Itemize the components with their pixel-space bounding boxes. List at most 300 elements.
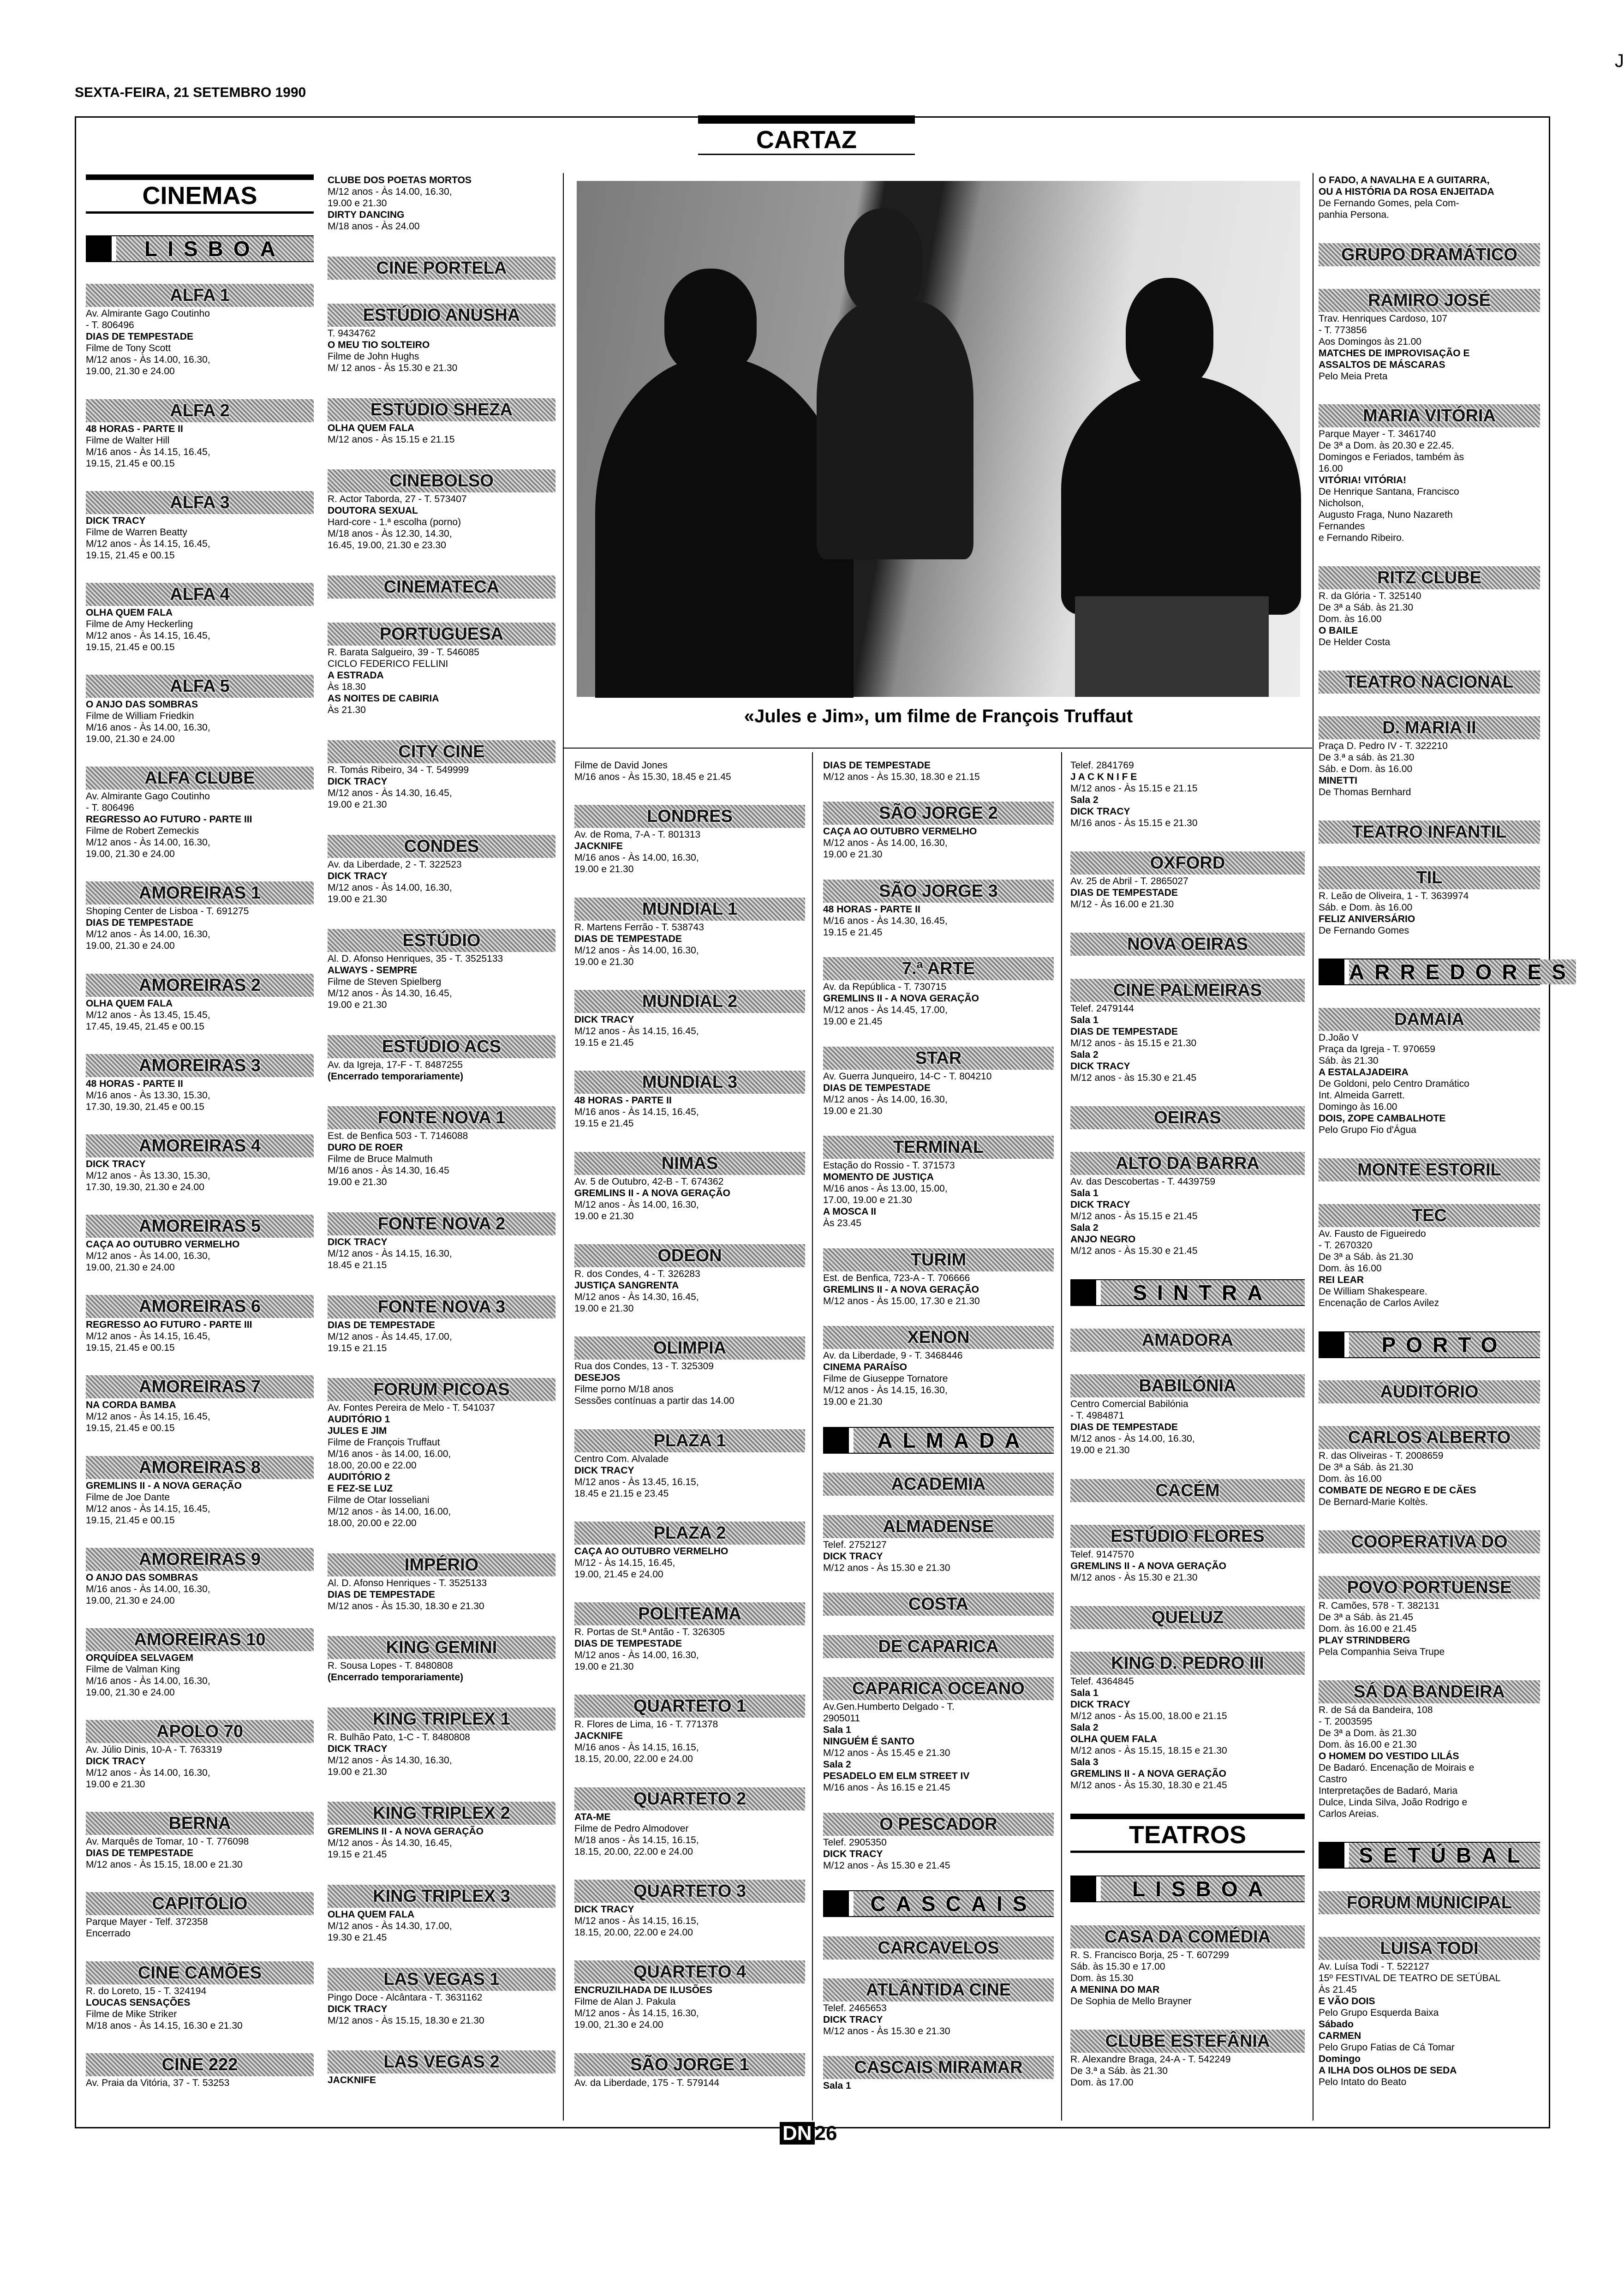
venue-name: DE CAPARICA	[823, 1635, 1054, 1658]
region-square	[823, 1427, 849, 1454]
photo-jules-et-jim	[577, 181, 1300, 697]
region-square	[823, 1890, 849, 1917]
listing-detail: Pelo Meia Preta	[1319, 371, 1388, 382]
venue-name: ESTÚDIO	[328, 929, 555, 952]
listing-title: 48 HORAS - PARTE II	[823, 904, 920, 915]
listing-detail: M/12 anos - Às 14.00, 16.30,	[574, 1650, 699, 1661]
venue-grupo-dramatico	[1319, 243, 1540, 266]
listing-title: DIAS DE TEMPESTADE	[86, 1848, 193, 1859]
venue-name: LAS VEGAS 2	[328, 2050, 555, 2073]
listing-detail: M/18 anos - Às 24.00	[328, 221, 420, 232]
listing-detail: M/16 anos - às 14.00, 16.00,	[328, 1449, 451, 1460]
venue-name: AMADORA	[1070, 1329, 1305, 1352]
venue-teatro-infantil	[1319, 821, 1540, 844]
listing-title: DICK TRACY	[328, 1743, 388, 1754]
listing-detail: Filme de Tony Scott	[86, 343, 171, 354]
listing-detail: Às 21.45	[1319, 1984, 1357, 1995]
venue-portuguesa	[328, 623, 555, 716]
region-square	[1319, 1842, 1344, 1869]
venue-name: OXFORD	[1070, 851, 1305, 875]
listing-detail: M/16 anos - Às 14.15, 16.15,	[574, 1742, 699, 1753]
listing-title: O MEU TIO SOLTEIRO	[328, 340, 430, 351]
venue-amadora	[1070, 1329, 1305, 1352]
listing-title: DICK TRACY	[86, 1158, 146, 1169]
listing-detail: 18.45 e 21.15 e 23.45	[574, 1488, 669, 1499]
listing-title: DICK TRACY	[823, 1848, 883, 1859]
listing-detail: Sáb. às 21.30	[1319, 1055, 1379, 1067]
region-name: SETÚBAL	[1349, 1843, 1540, 1868]
listing-title: CAÇA AO OUTUBRO VERMELHO	[823, 826, 977, 837]
venue-name: ALFA 1	[86, 284, 314, 307]
venue-name: CINE PALMEIRAS	[1070, 979, 1305, 1002]
venue-luisa-todi	[1319, 1937, 1540, 2088]
listing-detail: - T. 2003595	[1319, 1716, 1373, 1727]
listing-detail: 19.15, 21.45 e 00.15	[86, 1423, 175, 1434]
venue-name: BABILÓNIA	[1070, 1374, 1305, 1397]
venue-quarteto-3	[574, 1880, 805, 1938]
listing-detail: - T. 773856	[1319, 324, 1367, 336]
venue-cine-camoes	[86, 1961, 314, 2031]
listing-detail: Al. D. Afonso Henriques, 35 - T. 3525133	[328, 953, 503, 965]
listing-detail: De William Shakespeare.	[1319, 1286, 1427, 1297]
venue-amoreiras-8	[86, 1456, 314, 1526]
venue-name: PLAZA 1	[574, 1429, 805, 1452]
venue-name: LUISA TODI	[1319, 1937, 1540, 1960]
listing-detail: Pelo Grupo Esquerda Baixa	[1319, 2007, 1439, 2019]
listing-detail: 19.00 e 21.30	[823, 1105, 883, 1116]
listing-detail: M/12 anos - às 14.00, 16.00,	[328, 1506, 451, 1517]
listing-detail: De Goldoni, pelo Centro Dramático	[1319, 1079, 1469, 1090]
issue-date: SEXTA-FEIRA, 21 SETEMBRO 1990	[75, 85, 306, 100]
listing-detail: Filme de Pedro Almodover	[574, 1823, 689, 1834]
venue-name: CINE PORTELA	[328, 257, 555, 280]
venue-alfa-clube	[86, 767, 314, 860]
listing-title: AS NOITES DE CABIRIA	[328, 693, 439, 704]
listing-title: Sala 2	[1070, 1722, 1099, 1733]
listing-detail: Dom. às 16.00	[1319, 614, 1382, 625]
listing-detail: Filme de Mike Striker	[86, 2008, 177, 2019]
venue-name: ESTÚDIO ANUSHA	[328, 304, 555, 327]
listing-detail: M/12 anos - Às 14.30, 17.00,	[328, 1920, 452, 1931]
venue-name: QUARTETO 1	[574, 1695, 805, 1718]
listing-detail: 19.00 e 21.30	[86, 1779, 145, 1790]
venue-teatro-nacional	[1319, 671, 1540, 694]
listing-detail: M/12 - Às 14.15, 16.45,	[574, 1557, 675, 1568]
listing-title: DICK TRACY	[1070, 1699, 1130, 1710]
silhouette-body-center	[817, 301, 973, 559]
listing-detail: Av. da Liberdade, 9 - T. 3468446	[823, 1350, 963, 1361]
listing-detail: R. de Sá da Bandeira, 108	[1319, 1704, 1433, 1715]
listing-detail: 19.00, 21.45 e 24.00	[574, 1569, 663, 1580]
listing-detail: 19.00, 21.30 e 24.00	[86, 1595, 175, 1606]
listing-detail: M/16 anos - Às 15.15 e 21.30	[1070, 818, 1198, 828]
listing-detail: Castro	[1319, 1774, 1347, 1785]
listing-detail: Filme de Bruce Malmuth	[328, 1154, 433, 1165]
venue-name: XENON	[823, 1326, 1054, 1349]
venue-amoreiras-7	[86, 1375, 314, 1434]
listing-detail: M/12 anos - Às 14.00, 16.30,	[574, 1199, 699, 1210]
listing-title: Sala 1	[823, 1725, 851, 1736]
venue-7-arte	[823, 957, 1054, 1027]
venue-mundial-2	[574, 990, 805, 1049]
listing-detail: 19.15 e 21.45	[328, 1849, 387, 1860]
listing-detail: Encenação de Carlos Avilez	[1319, 1297, 1439, 1308]
listing-detail: Telef. 2465653	[823, 2002, 887, 2013]
venue-babilonia	[1070, 1374, 1305, 1456]
listing-detail: 18.00, 20.00 e 22.00	[328, 1518, 417, 1529]
listing-detail: M/12 anos - Às 14.30, 16.45,	[328, 1838, 452, 1849]
venue-alfa-2	[86, 399, 314, 469]
listing-detail: M/12 anos - Às 15.30 e 21.30	[1070, 1572, 1198, 1583]
listing-detail: M/12 anos - Às 14.15, 16.30,	[574, 2008, 699, 2019]
listing-detail: 19.00 e 21.30	[328, 1000, 387, 1011]
listing-detail: Av. Almirante Gago Coutinho	[86, 308, 210, 319]
listing-detail: 19.00, 21.30 e 24.00	[86, 1262, 175, 1273]
listing-title: DIAS DE TEMPESTADE	[86, 331, 193, 342]
listing-title: 48 HORAS - PARTE II	[574, 1095, 672, 1106]
listing-detail: Filme de Walter Hill	[86, 435, 170, 446]
listing-detail: 19.00, 21.30 e 24.00	[574, 2019, 663, 2031]
listing-detail: 19.00 e 21.30	[328, 1177, 387, 1188]
venue-name: CINEBOLSO	[328, 469, 555, 492]
venue-name: FORUM MUNICIPAL	[1319, 1891, 1540, 1914]
listing-title: O ANJO DAS SOMBRAS	[86, 1572, 198, 1583]
listing-title: DIAS DE TEMPESTADE	[574, 1638, 682, 1649]
region-header-porto	[1319, 1331, 1540, 1358]
listing-detail: 19.30 e 21.45	[328, 1932, 387, 1943]
listing-detail: Filme de Otar Iosseliani	[328, 1495, 430, 1506]
listing-detail: De Helder Costa	[1319, 637, 1391, 648]
listing-detail: 19.15 e 21.45	[823, 927, 883, 938]
listing-title: CLUBE DOS POETAS MORTOS	[328, 175, 472, 186]
venue-name: ALFA CLUBE	[86, 767, 314, 790]
venue-estudio-acs	[328, 1035, 555, 1082]
region-header-almada	[823, 1427, 1054, 1454]
venue-amoreiras-3	[86, 1054, 314, 1113]
edge-mark: J	[1615, 51, 1624, 71]
venue-continued	[823, 760, 1054, 783]
venue-quarteto-2	[574, 1787, 805, 1858]
venue-name: ESTÚDIO FLORES	[1070, 1525, 1305, 1548]
listing-detail: 17.00, 19.00 e 21.30	[823, 1195, 912, 1206]
listing-detail: e Fernando Ribeiro.	[1319, 533, 1404, 544]
listing-detail: 19.00 e 21.30	[574, 1210, 634, 1222]
listing-detail: Sáb. e Dom. às 16.00	[1319, 902, 1413, 913]
listing-detail: R. Portas de St.ª Antão - T. 326305	[574, 1627, 725, 1638]
venue-name: OLIMPIA	[574, 1336, 805, 1360]
venue-name: STAR	[823, 1047, 1054, 1070]
listing-detail: Filme de Amy Heckerling	[86, 618, 193, 629]
venue-imperio	[328, 1553, 555, 1612]
venue-name: FONTE NOVA 3	[328, 1295, 555, 1318]
listing-title: OLHA QUEM FALA	[328, 422, 415, 433]
listing-title: FELIZ ANIVERSÁRIO	[1319, 913, 1415, 924]
listing-detail: Av. da República - T. 730715	[823, 982, 947, 993]
listing-detail: M/12 anos - Às 15.15 e 21.15	[1070, 783, 1198, 794]
listing-detail: De Badaró. Encenação de Moirais e	[1319, 1762, 1475, 1773]
region-square	[1319, 1331, 1344, 1358]
listing-detail: M/12 anos - Às 15.15 e 21.45	[1070, 1210, 1198, 1222]
listing-detail: M/16 anos - Às 13.30, 15.30,	[86, 1090, 210, 1101]
venue-sa-da-bandeira	[1319, 1680, 1540, 1820]
venue-fonte-nova-2	[328, 1212, 555, 1271]
venue-name: KING TRIPLEX 2	[328, 1802, 555, 1825]
listing-title: DIAS DE TEMPESTADE	[328, 1319, 435, 1330]
venue-name: POVO PORTUENSE	[1319, 1576, 1540, 1599]
venue-apolo-70	[86, 1720, 314, 1790]
venue-king-triplex-2	[328, 1802, 555, 1860]
listing-title: GREMLINS II - A NOVA GERAÇÃO	[1070, 1560, 1226, 1571]
listing-detail: 19.00, 21.30 e 24.00	[86, 941, 175, 952]
listing-title: Sala 2	[1070, 1049, 1099, 1060]
listing-detail: M/12 anos - Às 15.30, 18.30 e 21.15	[823, 772, 980, 782]
listing-title: A ESTALAJADEIRA	[1319, 1067, 1409, 1078]
listing-title: A MENINA DO MAR	[1070, 1984, 1160, 1995]
listing-detail: R. S. Francisco Borja, 25 - T. 607299	[1070, 1949, 1229, 1960]
listing-detail: 18.15, 20.00, 22.00 e 24.00	[574, 1754, 693, 1765]
listing-detail: Sáb. às 15.30 e 17.00	[1070, 1961, 1165, 1972]
venue-costa	[823, 1593, 1054, 1616]
listing-detail: M/12 anos - Às 14.15, 16.45,	[86, 630, 210, 641]
listing-detail: M/12 anos - Às 14.15, 16.45,	[86, 1503, 210, 1514]
venue-til	[1319, 866, 1540, 936]
cartaz-title: CARTAZ	[698, 126, 915, 155]
listing-detail: 18.15, 20.00, 22.00 e 24.00	[574, 1846, 693, 1857]
venue-xenon	[823, 1326, 1054, 1408]
venue-condes	[328, 835, 555, 905]
listing-detail: 16.00	[1319, 463, 1343, 474]
listing-title: MATCHES DE IMPROVISAÇÃO E	[1319, 348, 1470, 359]
venue-name: AMOREIRAS 8	[86, 1456, 314, 1479]
venue-povo-portuense	[1319, 1576, 1540, 1658]
region-name: SINTRA	[1101, 1280, 1305, 1305]
listing-title: JACKNIFE	[574, 1731, 623, 1742]
listing-title: JULES E JIM	[328, 1426, 387, 1437]
listing-detail: 18.00, 20.00 e 22.00	[328, 1460, 417, 1471]
venue-forum-municipal	[1319, 1891, 1540, 1914]
venue-amoreiras-9	[86, 1548, 314, 1606]
listing-detail: Av. Praia da Vitória, 37 - T. 53253	[86, 2077, 230, 2088]
listing-detail: M/12 anos - Às 14.45, 17.00,	[328, 1331, 452, 1342]
venue-cooperativa-do	[1319, 1530, 1540, 1553]
listing-detail: Parque Mayer - T. 3461740	[1319, 429, 1436, 440]
listing-detail: R. Actor Taborda, 27 - T. 573407	[328, 494, 467, 505]
listing-detail: Av. 25 de Abril - T. 2865027	[1070, 876, 1188, 887]
listing-detail: 19.00 e 21.30	[328, 799, 387, 810]
listing-title: OLHA QUEM FALA	[328, 1909, 415, 1920]
listing-detail: M/12 anos - Às 14.15, 16.30,	[823, 1385, 948, 1396]
listing-detail: M/12 anos - Às 15.15, 18.15 e 21.30	[1070, 1745, 1227, 1756]
venue-name: BERNA	[86, 1812, 314, 1835]
listing-title: GREMLINS II - A NOVA GERAÇÃO	[823, 1284, 979, 1295]
listing-title: MINETTI	[1319, 775, 1357, 786]
venue-name: CAPITÓLIO	[86, 1892, 314, 1915]
listing-title: AUDITÓRIO 1	[328, 1414, 390, 1425]
venue-amoreiras-2	[86, 974, 314, 1032]
venue-academia	[823, 1473, 1054, 1496]
listing-detail: 19.00 e 21.30	[574, 956, 634, 967]
venue-name: ALFA 5	[86, 675, 314, 698]
listing-detail: T. 9434762	[328, 328, 376, 339]
listing-title: DICK TRACY	[574, 1014, 634, 1025]
listing-detail: De Fernando Gomes, pela Com-	[1319, 198, 1459, 209]
venue-city-cine	[328, 740, 555, 810]
venue-name: CINEMATECA	[328, 575, 555, 599]
listing-title: DICK TRACY	[328, 2003, 388, 2014]
listing-title: DIAS DE TEMPESTADE	[1070, 1422, 1178, 1433]
listing-detail: Av. das Descobertas - T. 4439759	[1070, 1176, 1216, 1187]
venue-name: ESTÚDIO SHEZA	[328, 398, 555, 421]
venue-name: NIMAS	[574, 1152, 805, 1175]
venue-alfa-4	[86, 583, 314, 653]
listing-detail: M/16 anos - Às 14.00, 16.30,	[86, 722, 210, 733]
listing-detail: 19.00, 21.30 e 24.00	[86, 734, 175, 745]
listing-detail: Praça D. Pedro IV - T. 322210	[1319, 740, 1448, 751]
listing-detail: 19.00 e 21.30	[823, 1396, 883, 1408]
listing-detail: Filme de Steven Spielberg	[328, 977, 442, 988]
listing-detail: 19.15, 21.45 e 00.15	[86, 550, 175, 561]
listing-detail: 15º FESTIVAL DE TEATRO DE SETÚBAL	[1319, 1973, 1501, 1984]
listing-title: GREMLINS II - A NOVA GERAÇÃO	[1070, 1768, 1226, 1780]
listing-detail: Filme de Joe Dante	[86, 1492, 170, 1503]
listing-detail: 19.00 e 21.30	[328, 198, 387, 209]
venue-estudio-anusha	[328, 304, 555, 374]
listing-title: REI LEAR	[1319, 1274, 1364, 1285]
listing-detail: R. Martens Ferrão - T. 538743	[574, 922, 704, 933]
listing-detail: Hard-core - 1.ª escolha (porno)	[328, 517, 461, 528]
venue-carlos-alberto	[1319, 1426, 1540, 1508]
venue-name: QUELUZ	[1070, 1606, 1305, 1629]
listing-detail: M/12 anos - Às 15.30 e 21.30	[823, 2025, 950, 2037]
venue-atlantida-cine	[823, 1978, 1054, 2037]
listing-detail: Fernandes	[1319, 521, 1365, 532]
venue-olimpia	[574, 1336, 805, 1407]
listing-title: DIAS DE TEMPESTADE	[328, 1589, 435, 1600]
listing-detail: Filme de David Jones	[574, 760, 668, 771]
listing-detail: Av. da Liberdade, 2 - T. 322523	[328, 859, 462, 870]
listing-detail: Telef. 2752127	[823, 1539, 887, 1550]
venue-name: AMOREIRAS 10	[86, 1628, 314, 1651]
venue-estudio	[328, 929, 555, 1011]
venue-estudio-flores	[1070, 1525, 1305, 1583]
venue-amoreiras-5	[86, 1215, 314, 1273]
venue-name: O PESCADOR	[823, 1813, 1054, 1836]
venue-clube-estefania	[1070, 2030, 1305, 2088]
listing-detail: Est. de Benfica 503 - T. 7146088	[328, 1131, 468, 1142]
listing-detail: M/16 anos - Às 14.00, 16.30,	[86, 1583, 210, 1594]
listing-title: ATA-ME	[574, 1811, 611, 1822]
listing-detail: M/12 anos - Às 15.30 e 21.45	[823, 1860, 950, 1871]
listing-detail: panhia Persona.	[1319, 210, 1389, 220]
listing-detail: Est. de Benfica, 723-A - T. 706666	[823, 1272, 970, 1283]
listing-title: COMBATE DE NEGRO E DE CÃES	[1319, 1485, 1476, 1496]
listing-detail: 17.30, 19.30, 21.30 e 24.00	[86, 1181, 204, 1192]
listing-detail: 19.00 e 21.30	[328, 1766, 387, 1777]
listing-detail: R. Tomás Ribeiro, 34 - T. 549999	[328, 765, 469, 776]
listing-title: CAÇA AO OUTUBRO VERMELHO	[574, 1546, 728, 1557]
listing-title: NINGUÉM É SANTO	[823, 1736, 914, 1747]
listing-title: DURO DE ROER	[328, 1142, 403, 1153]
listing-detail: M/18 anos - Às 14.15, 16.30 e 21.30	[86, 2020, 243, 2031]
listing-detail: Augusto Fraga, Nuno Nazareth	[1319, 509, 1453, 521]
venue-name: FONTE NOVA 1	[328, 1106, 555, 1129]
venue-name: AUDITÓRIO	[1319, 1380, 1540, 1403]
listing-detail: CICLO FEDERICO FELLINI	[328, 659, 448, 670]
listing-detail: Às 23.45	[823, 1218, 861, 1229]
listing-detail: Av. 5 de Outubro, 42-B - T. 674362	[574, 1176, 724, 1187]
listing-detail: 19.00, 21.30 e 24.00	[86, 366, 175, 377]
listing-detail: Dom. às 15.30	[1070, 1972, 1134, 1983]
listing-title: DICK TRACY	[574, 1465, 634, 1476]
listing-detail: Pingo Doce - Alcântara - T. 3631162	[328, 1992, 483, 2003]
listing-detail: De 3ª a Sáb. às 21.30	[1319, 1462, 1414, 1473]
venue-name: QUARTETO 2	[574, 1787, 805, 1810]
silhouette-body-left	[595, 356, 854, 698]
listing-detail: 19.00 e 21.30	[574, 1661, 634, 1672]
listing-title: CAÇA AO OUTUBRO VERMELHO	[86, 1239, 240, 1250]
venue-odeon	[574, 1244, 805, 1314]
listing-detail: 17.30, 19.30, 21.45 e 00.15	[86, 1101, 204, 1112]
venue-name: AMOREIRAS 9	[86, 1548, 314, 1571]
listing-title: DICK TRACY	[1070, 1061, 1130, 1072]
listing-detail: Centro Comercial Babilónia	[1070, 1399, 1188, 1410]
listing-detail: Av. da Liberdade, 175 - T. 579144	[574, 2077, 720, 2088]
listing-title: Sala 2	[1070, 1222, 1099, 1233]
listing-detail: R. Camões, 578 - T. 382131	[1319, 1600, 1440, 1611]
listing-detail: Dulce, Linda Silva, João Rodrigo e	[1319, 1797, 1468, 1808]
venue-alto-da-barra	[1070, 1152, 1305, 1257]
venue-name: ATLÂNTIDA CINE	[823, 1978, 1054, 2001]
venue-terminal	[823, 1136, 1054, 1229]
venue-estudio-sheza	[328, 398, 555, 445]
listing-detail: Av. Luísa Todi - T. 522127	[1319, 1961, 1430, 1972]
listing-title: DICK TRACY	[1070, 806, 1130, 817]
venue-name: NOVA OEIRAS	[1070, 933, 1305, 956]
listing-detail: M/12 anos - Às 14.00, 16.30,	[574, 945, 699, 956]
venue-name: CLUBE ESTEFÂNIA	[1070, 2030, 1305, 2053]
column-cinemas-3	[574, 760, 805, 2120]
venue-name: PLAZA 2	[574, 1522, 805, 1545]
listing-detail: M/12 anos - Às 13.30, 15.30,	[86, 1170, 210, 1181]
listing-detail: Telef. 4364845	[1070, 1676, 1134, 1687]
listing-detail: R. Flores de Lima, 16 - T. 771378	[574, 1719, 718, 1730]
listing-title: DIAS DE TEMPESTADE	[823, 760, 931, 771]
listing-detail: Av. Guerra Junqueiro, 14-C - T. 804210	[823, 1071, 992, 1082]
venue-forum-picoas	[328, 1378, 555, 1529]
listing-title: PESADELO EM ELM STREET IV	[823, 1771, 970, 1782]
listing-title: DICK TRACY	[574, 1904, 634, 1915]
listing-detail: Aos Domingos às 21.00	[1319, 336, 1421, 347]
venue-fonte-nova-3	[328, 1295, 555, 1354]
region-square	[1319, 959, 1344, 985]
listing-title: Sábado	[1319, 2019, 1354, 2030]
listing-detail: Av. Fausto de Figueiredo	[1319, 1228, 1426, 1239]
region-name: ALMADA	[854, 1428, 1054, 1453]
venue-name: CINE CAMÕES	[86, 1961, 314, 1984]
listing-detail: Centro Com. Alvalade	[574, 1453, 669, 1464]
listing-detail: - T. 806496	[86, 803, 134, 814]
listing-title: CINEMA PARAÍSO	[823, 1362, 908, 1373]
listing-title: GREMLINS II - A NOVA GERAÇÃO	[86, 1480, 242, 1491]
venue-name: MUNDIAL 2	[574, 990, 805, 1013]
section-title-teatros: TEATROS	[1070, 1814, 1305, 1853]
listing-detail: M/12 anos - Às 15.15, 18.00 e 21.30	[86, 1859, 243, 1870]
listing-detail: Telef. 9147570	[1070, 1549, 1134, 1560]
column-cinemas-2	[328, 174, 555, 2120]
photo-caption: «Jules e Jim», um filme de François Truffaut	[744, 706, 1133, 726]
venue-quarteto-4	[574, 1960, 805, 2031]
venue-name: SÃO JORGE 2	[823, 802, 1054, 825]
